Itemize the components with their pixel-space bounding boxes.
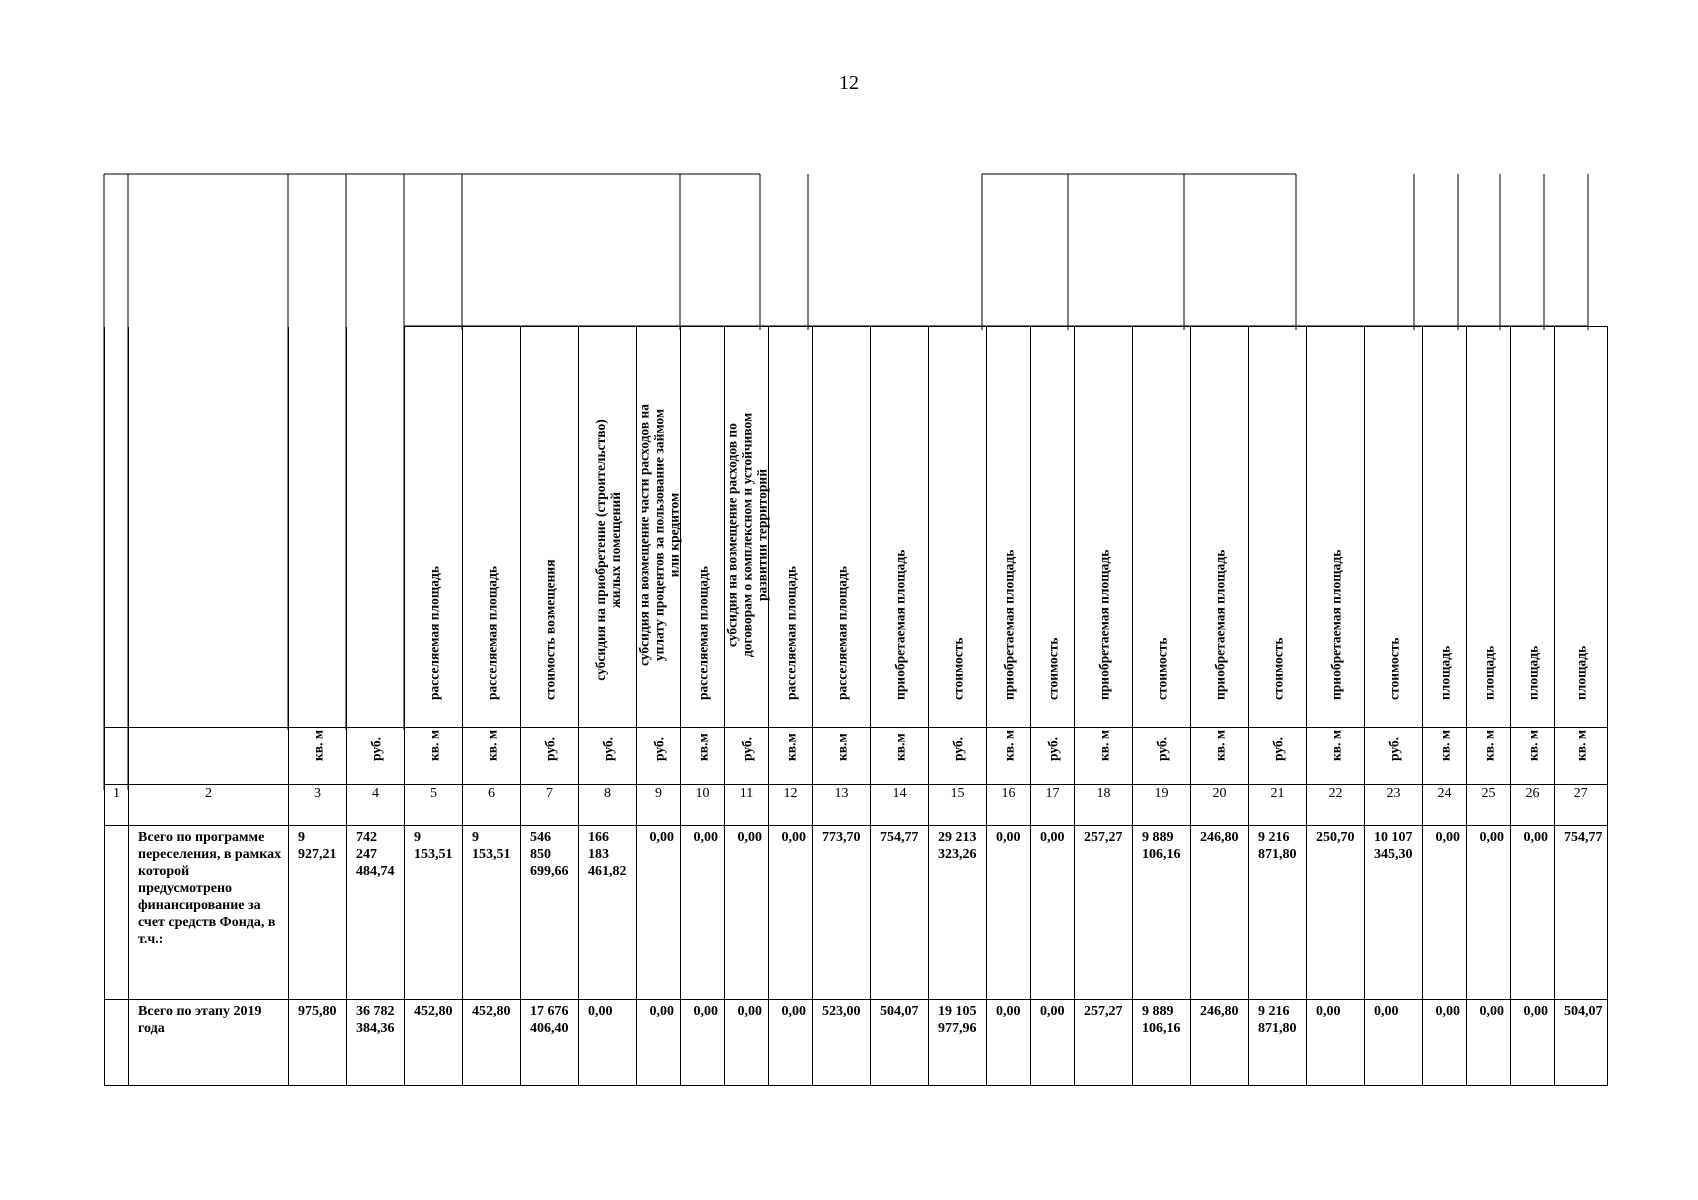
table-cell: 9 216 871,80: [1249, 1000, 1307, 1086]
table-cell: 0,00: [637, 826, 681, 1000]
unit-cell: кв. м: [289, 728, 347, 785]
table-cell: 250,70: [1307, 826, 1365, 1000]
col-number: 7: [521, 785, 579, 826]
table-cell: 773,70: [813, 826, 871, 1000]
col-number: 17: [1031, 785, 1075, 826]
table-cell: 246,80: [1191, 826, 1249, 1000]
unit-cell: руб.: [1031, 728, 1075, 785]
table-cell: 546 850 699,66: [521, 826, 579, 1000]
row-index-blank: [105, 1000, 129, 1086]
table-cell: 0,00: [637, 1000, 681, 1086]
col-number: 5: [405, 785, 463, 826]
table-cell: 452,80: [463, 1000, 521, 1086]
col-title-12: расселяемая площадь: [769, 327, 813, 728]
row-label: Всего по этапу 2019 года: [129, 1000, 289, 1086]
table-cell: 9 927,21: [289, 826, 347, 1000]
col-title-23: стоимость: [1365, 327, 1423, 728]
unit-cell: кв. м: [1511, 728, 1555, 785]
col-title-17: стоимость: [1031, 327, 1075, 728]
col-number: 23: [1365, 785, 1423, 826]
col-number: 13: [813, 785, 871, 826]
table-cell: 0,00: [725, 1000, 769, 1086]
unit-blank-1: [105, 728, 129, 785]
col-title-20: приобретаемая площадь: [1191, 327, 1249, 728]
table-cell: 9 889 106,16: [1133, 1000, 1191, 1086]
col-number: 1: [105, 785, 129, 826]
col-number: 25: [1467, 785, 1511, 826]
unit-cell: кв.м: [871, 728, 929, 785]
col-title-22: приобретаемая площадь: [1307, 327, 1365, 728]
table-cell: 754,77: [871, 826, 929, 1000]
table-cell: 257,27: [1075, 826, 1133, 1000]
col-title-8: субсидия на приобретение (строительство) жилых помещений: [579, 327, 637, 728]
table-cell: 166 183 461,82: [579, 826, 637, 1000]
title-cell-3: [289, 327, 347, 728]
table-cell: 975,80: [289, 1000, 347, 1086]
table-cell: 0,00: [987, 1000, 1031, 1086]
col-title-25: площадь: [1467, 327, 1511, 728]
title-cell-4: [347, 327, 405, 728]
unit-cell: кв. м: [1075, 728, 1133, 785]
unit-cell: кв. м: [1467, 728, 1511, 785]
table-cell: 9 153,51: [463, 826, 521, 1000]
unit-cell: руб.: [347, 728, 405, 785]
page-number: 12: [839, 72, 859, 94]
unit-cell: руб.: [1133, 728, 1191, 785]
table-cell: 9 153,51: [405, 826, 463, 1000]
table-cell: 452,80: [405, 1000, 463, 1086]
col-title-14: приобретаемая площадь: [871, 327, 929, 728]
col-title-27: площадь: [1555, 327, 1608, 728]
col-title-16: приобретаемая площадь: [987, 327, 1031, 728]
table-cell: 9 216 871,80: [1249, 826, 1307, 1000]
unit-cell: кв. м: [1191, 728, 1249, 785]
col-number: 14: [871, 785, 929, 826]
col-title-13: расселяемая площадь: [813, 327, 871, 728]
col-number: 19: [1133, 785, 1191, 826]
table-cell: 0,00: [1365, 1000, 1423, 1086]
title-cell-1: [105, 327, 129, 728]
unit-cell: кв.м: [813, 728, 871, 785]
col-title-7: стоимость возмещения: [521, 327, 579, 728]
unit-cell: руб.: [637, 728, 681, 785]
col-title-9: субсидия на возмещение части расходов на уплату процентов за пользование займом или кредитом: [637, 327, 681, 728]
table-cell: 9 889 106,16: [1133, 826, 1191, 1000]
unit-cell: кв. м: [987, 728, 1031, 785]
table-cell: 0,00: [681, 826, 725, 1000]
col-title-21: стоимость: [1249, 327, 1307, 728]
table-cell: 17 676 406,40: [521, 1000, 579, 1086]
col-number: 20: [1191, 785, 1249, 826]
col-number: 2: [129, 785, 289, 826]
row-label: Всего по программе переселения, в рамках которой предусмотрено финансирование за счет средств Фонда, в т.ч.:: [129, 826, 289, 1000]
table-cell: 0,00: [1031, 826, 1075, 1000]
unit-cell: кв. м: [1555, 728, 1608, 785]
table-cell: 0,00: [769, 1000, 813, 1086]
unit-cell: кв. м: [1307, 728, 1365, 785]
table-cell: 36 782 384,36: [347, 1000, 405, 1086]
title-cell-2: [129, 327, 289, 728]
table-cell: 0,00: [681, 1000, 725, 1086]
col-number: 16: [987, 785, 1031, 826]
table-cell: 0,00: [1307, 1000, 1365, 1086]
unit-cell: кв.м: [769, 728, 813, 785]
unit-cell: руб.: [521, 728, 579, 785]
col-number: 27: [1555, 785, 1608, 826]
table-cell: 504,07: [1555, 1000, 1608, 1086]
col-number: 9: [637, 785, 681, 826]
table-cell: 504,07: [871, 1000, 929, 1086]
col-number: 24: [1423, 785, 1467, 826]
col-title-11: субсидия на возмещение расходов по договорам о комплексном и устойчивом развитии территорий: [725, 327, 769, 728]
table-cell: 0,00: [725, 826, 769, 1000]
column-numbers-row: [105, 785, 1608, 826]
row-index-blank: [105, 826, 129, 1000]
col-number: 6: [463, 785, 521, 826]
unit-cell: кв.м: [681, 728, 725, 785]
table-cell: 0,00: [1467, 826, 1511, 1000]
col-number: 3: [289, 785, 347, 826]
table-cell: 0,00: [579, 1000, 637, 1086]
table-row: [105, 1000, 1608, 1086]
table-cell: 754,77: [1555, 826, 1608, 1000]
col-number: 4: [347, 785, 405, 826]
col-title-5: расселяемая площадь: [405, 327, 463, 728]
unit-cell: руб.: [579, 728, 637, 785]
table-cell: 10 107 345,30: [1365, 826, 1423, 1000]
unit-blank-2: [129, 728, 289, 785]
unit-cell: руб.: [725, 728, 769, 785]
table-cell: 257,27: [1075, 1000, 1133, 1086]
unit-cell: кв. м: [405, 728, 463, 785]
col-title-10: расселяемая площадь: [681, 327, 725, 728]
table-cell: 0,00: [1423, 826, 1467, 1000]
col-number: 22: [1307, 785, 1365, 826]
unit-cell: руб.: [1249, 728, 1307, 785]
table-cell: 0,00: [769, 826, 813, 1000]
col-title-15: стоимость: [929, 327, 987, 728]
table-cell: 29 213 323,26: [929, 826, 987, 1000]
col-title-6: расселяемая площадь: [463, 327, 521, 728]
table-cell: 742 247 484,74: [347, 826, 405, 1000]
unit-cell: кв. м: [1423, 728, 1467, 785]
table-cell: 0,00: [1031, 1000, 1075, 1086]
col-title-26: площадь: [1511, 327, 1555, 728]
col-number: 18: [1075, 785, 1133, 826]
col-number: 11: [725, 785, 769, 826]
table-cell: 0,00: [987, 826, 1031, 1000]
unit-cell: руб.: [1365, 728, 1423, 785]
table-row: [105, 826, 1608, 1000]
units-row: [105, 728, 1608, 785]
table-cell: 246,80: [1191, 1000, 1249, 1086]
col-title-18: приобретаемая площадь: [1075, 327, 1133, 728]
unit-cell: кв. м: [463, 728, 521, 785]
col-title-19: стоимость: [1133, 327, 1191, 728]
col-title-24: площадь: [1423, 327, 1467, 728]
col-number: 26: [1511, 785, 1555, 826]
col-number: 21: [1249, 785, 1307, 826]
col-number: 10: [681, 785, 725, 826]
col-number: 8: [579, 785, 637, 826]
table-cell: 523,00: [813, 1000, 871, 1086]
table-cell: 0,00: [1511, 826, 1555, 1000]
unit-cell: руб.: [929, 728, 987, 785]
table-cell: 0,00: [1511, 1000, 1555, 1086]
col-number: 15: [929, 785, 987, 826]
table-cell: 19 105 977,96: [929, 1000, 987, 1086]
table-cell: 0,00: [1423, 1000, 1467, 1086]
title-row: [105, 327, 1608, 728]
col-number: 12: [769, 785, 813, 826]
relocation-table: [104, 326, 1608, 1086]
table-cell: 0,00: [1467, 1000, 1511, 1086]
